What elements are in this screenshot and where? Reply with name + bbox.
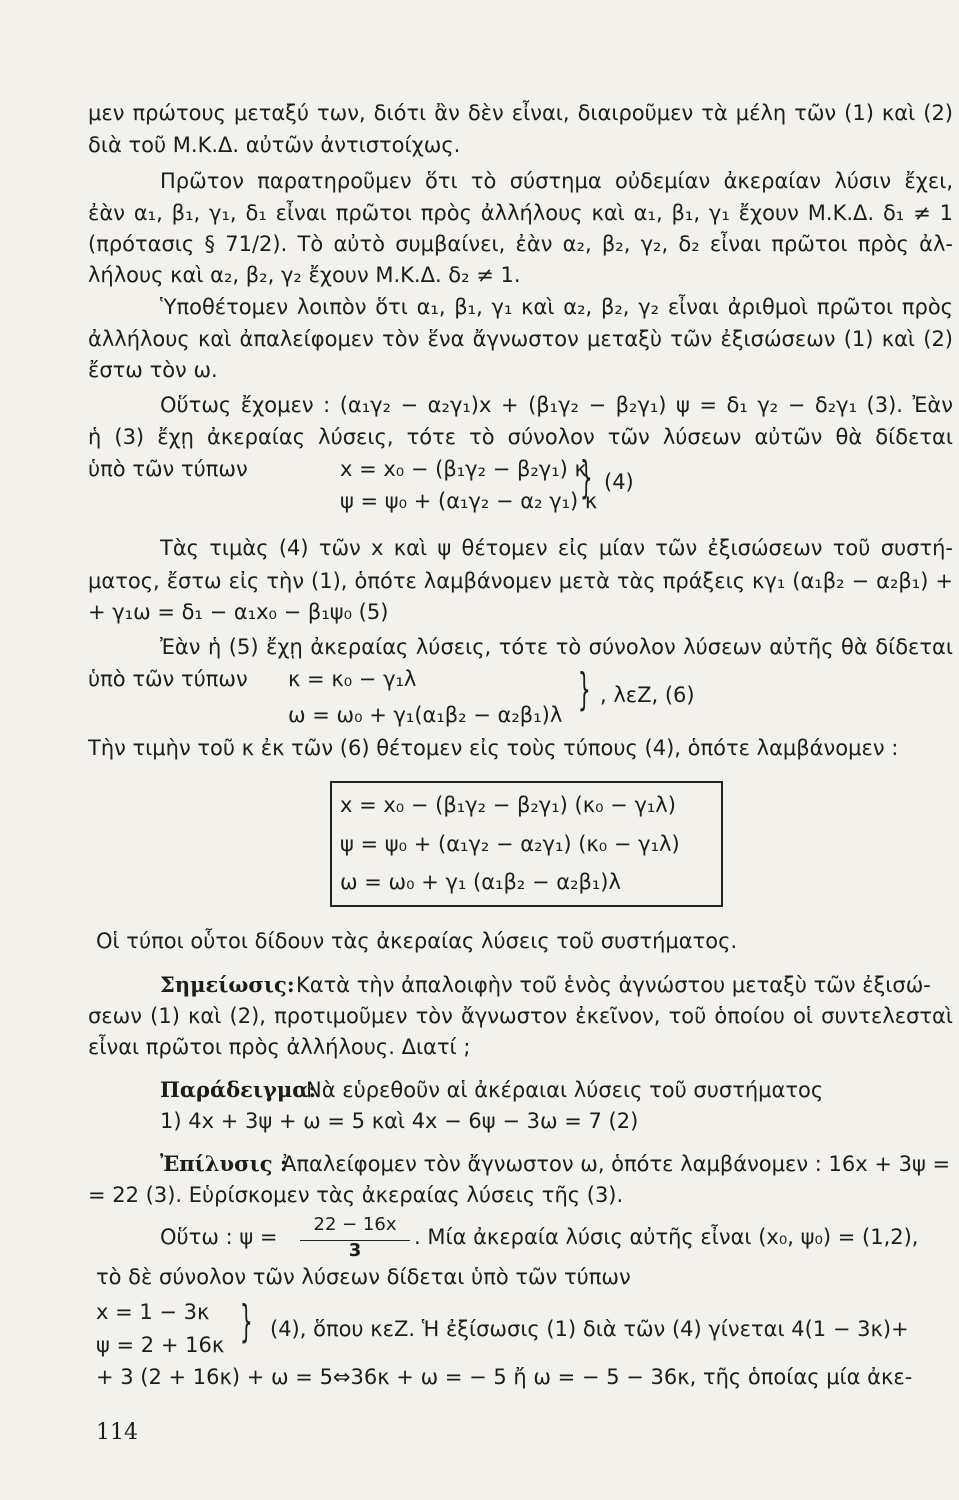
formula-line: ψ = ψ₀ + (α₁γ₂ − α₂ γ₁) κ <box>340 489 598 513</box>
text-line: ἔστω τὸν ω. <box>88 358 218 382</box>
text-line: + 3 (2 + 16κ) + ω = 5⇔36κ + ω = − 5 ἤ ω = − 5 − 36κ, τῆς ὁποίας μία ἀκε- <box>96 1365 913 1389</box>
formula-line: ω = ω₀ + γ₁(α₁β₂ − α₂β₁)λ <box>288 703 563 727</box>
remark-label: Σημείωσις: <box>160 972 295 997</box>
brace-icon: } <box>578 664 591 715</box>
text-line: Ἐὰν ἡ (5) ἔχῃ ἀκεραίας λύσεις, τότε τὸ σύνολον λύσεων αὐτῆς θὰ δίδεται <box>160 635 953 659</box>
text-line: Νὰ εὑρεθοῦν αἱ ἀκέραιαι λύσεις τοῦ συστήματος <box>306 1078 824 1102</box>
text-line: ἡ (3) ἔχῃ ἀκεραίας λύσεις, τότε τὸ σύνολον τῶν λύσεων αὐτῶν θὰ δίδεται <box>88 425 953 449</box>
page-number: 114 <box>96 1420 138 1445</box>
text-line: Πρῶτον παρατηροῦμεν ὅτι τὸ σύστημα οὐδεμίαν ἀκεραίαν λύσιν ἔχει, <box>160 169 953 193</box>
text-line: εἶναι πρῶτοι πρὸς ἀλλήλους. Διατί ; <box>88 1035 471 1059</box>
equation-number: (4) <box>604 470 634 494</box>
example-label: Παράδειγμα: <box>160 1077 317 1102</box>
text-line: μεν πρώτους μεταξύ των, διότι ἂν δὲν εἶναι, διαιροῦμεν τὰ μέλη τῶν (1) καὶ (2) <box>88 101 953 125</box>
text-line: Ὑποθέτομεν λοιπὸν ὅτι α₁, β₁, γ₁ καὶ α₂, β₂, γ₂ εἶναι ἀριθμοὶ πρῶτοι πρὸς <box>160 295 953 319</box>
text-line: . Μία ἀκεραία λύσις αὐτῆς εἶναι (x₀, ψ₀) = (1,2), <box>414 1225 919 1249</box>
text-line: Ἀπαλείφομεν τὸν ἄγνωστον ω, ὁπότε λαμβάνομεν : 16x + 3ψ = <box>282 1152 951 1176</box>
text-line: (4), ὅπου κεZ. Ἡ ἐξίσωσις (1) διὰ τῶν (4) γίνεται 4(1 − 3κ)+ <box>270 1317 909 1341</box>
boxed-formula: ψ = ψ₀ + (α₁γ₂ − α₂γ₁) (κ₀ − γ₁λ) <box>340 832 680 856</box>
text-line: Οὕτω : ψ = <box>160 1225 278 1249</box>
formula-line: x = 1 − 3κ <box>96 1300 210 1324</box>
text-line: Τὰς τιμὰς (4) τῶν x καὶ ψ θέτομεν εἰς μίαν τῶν ἐξισώσεων τοῦ συστή- <box>160 536 953 560</box>
text-line: ἀλλήλους καὶ ἀπαλείφομεν τὸν ἕνα ἄγνωστον μεταξὺ τῶν ἐξισώσεων (1) καὶ (2) <box>88 327 953 351</box>
text-line: ὑπὸ τῶν τύπων <box>88 457 248 481</box>
text-line: Οὕτως ἔχομεν : (α₁γ₂ − α₂γ₁)x + (β₁γ₂ − β₂γ₁) ψ = δ₁ γ₂ − δ₂γ₁ (3). Ἐὰν <box>160 393 953 417</box>
formula-line: κ = κ₀ − γ₁λ <box>288 667 417 691</box>
text-line: Τὴν τιμὴν τοῦ κ ἐκ τῶν (6) θέτομεν εἰς τοὺς τύπους (4), ὁπότε λαμβάνομεν : <box>88 736 899 760</box>
text-line: ὑπὸ τῶν τύπων <box>88 667 248 691</box>
brace-icon: } <box>580 452 593 503</box>
brace-icon: } <box>240 1296 253 1347</box>
text-line: ἐὰν α₁, β₁, γ₁, δ₁ εἶναι πρῶτοι πρὸς ἀλλήλους καὶ α₁, β₁, γ₁ ἔχουν Μ.Κ.Δ. δ₁ ≠ 1 <box>88 201 953 225</box>
text-line: σεων (1) καὶ (2), προτιμοῦμεν τὸν ἄγνωστον ἐκεῖνον, τοῦ ὁποίου οἱ συντελεσταὶ <box>88 1004 953 1028</box>
text-line: τὸ δὲ σύνολον τῶν λύσεων δίδεται ὑπὸ τῶν τύπων <box>96 1265 631 1289</box>
solution-label: Ἐπίλυσις : <box>160 1151 288 1176</box>
formula-line: ψ = 2 + 16κ <box>96 1333 225 1357</box>
text-line: λήλους καὶ α₂, β₂, γ₂ ἔχουν Μ.Κ.Δ. δ₂ ≠ 1. <box>88 263 521 287</box>
text-line: (πρότασις § 71/2). Τὸ αὐτὸ συμβαίνει, ἐὰν α₂, β₂, γ₂, δ₂ εἶναι πρῶτοι πρὸς ἀλ- <box>88 232 953 256</box>
text-line: = 22 (3). Εὑρίσκομεν τὰς ἀκεραίας λύσεις τῆς (3). <box>88 1183 624 1207</box>
text-line: ματος, ἔστω εἰς τὴν (1), ὁπότε λαμβάνομεν μετὰ τὰς πράξεις κγ₁ (α₁β₂ − α₂β₁) + <box>88 569 953 593</box>
text-line: + γ₁ω = δ₁ − α₁x₀ − β₁ψ₀ (5) <box>88 600 389 624</box>
boxed-formula: x = x₀ − (β₁γ₂ − β₂γ₁) (κ₀ − γ₁λ) <box>340 793 676 817</box>
parameter-note: , λεZ, (6) <box>600 683 695 707</box>
text-line: 1) 4x + 3ψ + ω = 5 καὶ 4x − 6ψ − 3ω = 7 (2) <box>160 1109 639 1133</box>
text-line: Οἱ τύποι οὗτοι δίδουν τὰς ἀκεραίας λύσεις τοῦ συστήματος. <box>96 929 738 953</box>
fraction-denominator: 3 <box>348 1240 362 1261</box>
formula-line: x = x₀ − (β₁γ₂ − β₂γ₁) κ <box>340 457 587 481</box>
text-line: διὰ τοῦ Μ.Κ.Δ. αὐτῶν ἀντιστοίχως. <box>88 133 461 157</box>
boxed-formula: ω = ω₀ + γ₁ (α₁β₂ − α₂β₁)λ <box>340 870 621 894</box>
fraction-numerator: 22 − 16x <box>313 1214 397 1235</box>
text-line: Κατὰ τὴν ἀπαλοιφὴν τοῦ ἑνὸς ἀγνώστου μεταξὺ τῶν ἐξισώ- <box>296 973 931 997</box>
